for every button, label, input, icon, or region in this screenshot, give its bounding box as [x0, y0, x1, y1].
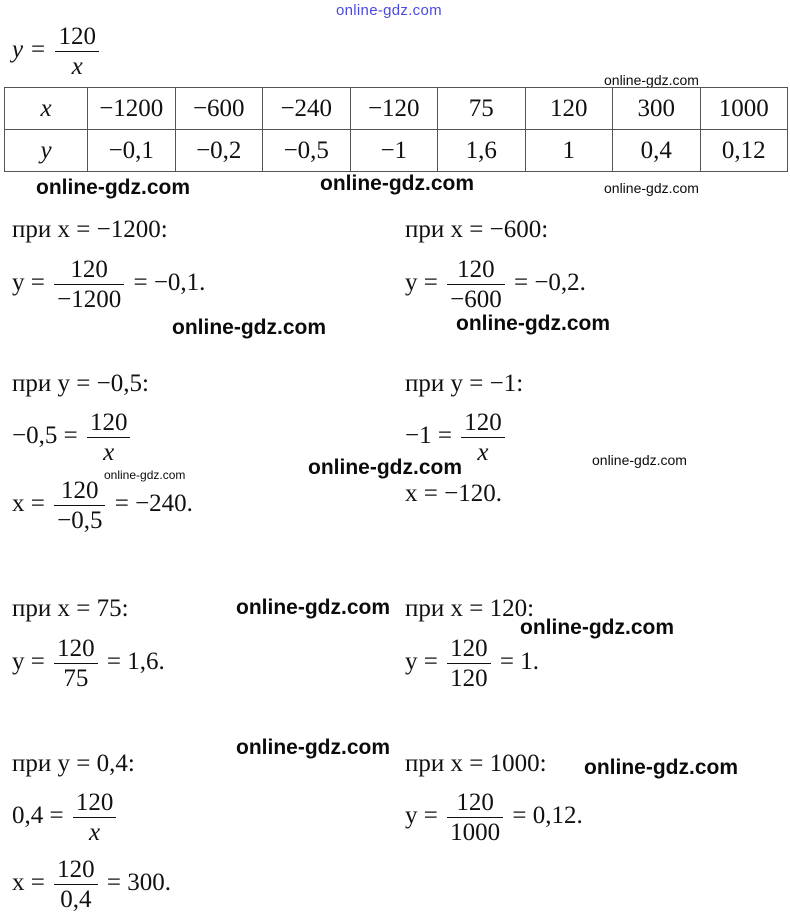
watermark: online-gdz.com: [584, 756, 738, 779]
table-cell: 1,6: [438, 130, 526, 172]
solution-line: [12, 257, 205, 312]
fraction-denominator: −0,5: [54, 505, 105, 533]
watermark: online-gdz.com: [172, 316, 326, 339]
solution-line: [12, 636, 165, 691]
equation-result: = −240.: [114, 490, 193, 518]
table-cell: 1: [525, 130, 613, 172]
table-cell: −0,2: [175, 130, 263, 172]
solution-line: [405, 257, 586, 312]
solution-condition: при y = −0,5:: [12, 370, 149, 397]
table-cell: −240: [263, 88, 351, 130]
table-cell: 300: [613, 88, 701, 130]
equation-lhs: −0,5 =: [12, 422, 78, 450]
fraction-denominator: 75: [54, 663, 98, 691]
watermark-top: online-gdz.com: [336, 2, 442, 19]
equation-result: = 1.: [499, 648, 539, 676]
fraction-denominator: 1000: [447, 817, 503, 845]
watermark: online-gdz.com: [236, 596, 390, 619]
main-formula: [12, 24, 102, 79]
fraction-numerator: 120: [70, 256, 108, 283]
fraction-denominator: x: [73, 817, 117, 845]
watermark: online-gdz.com: [320, 172, 474, 195]
values-table: [4, 87, 788, 172]
equation-lhs: y =: [405, 648, 438, 676]
equation-lhs: −1 =: [405, 422, 452, 450]
formula-fraction: [55, 24, 99, 79]
table-cell: −1200: [88, 88, 176, 130]
table-cell: −1: [350, 130, 438, 172]
table-cell: 75: [438, 88, 526, 130]
fraction-numerator: 120: [89, 409, 128, 436]
equation-fraction: [54, 636, 98, 691]
equation-fraction: [73, 790, 117, 845]
fraction-numerator: 120: [450, 635, 488, 662]
solution-line: [405, 636, 539, 691]
equation-result: = −0,1.: [133, 269, 206, 297]
fraction-numerator: 120: [58, 23, 96, 50]
solution-condition: при x = 1000:: [405, 750, 547, 777]
equation-result: = −0,2.: [513, 269, 586, 297]
watermark: online-gdz.com: [604, 72, 699, 88]
equation-fraction: [54, 857, 98, 912]
solution-line: [405, 790, 583, 845]
equation-lhs: y =: [405, 269, 438, 297]
table-cell: 1000: [700, 88, 788, 130]
watermark: online-gdz.com: [236, 736, 390, 759]
fraction-denominator: x: [461, 437, 505, 465]
fraction-numerator: 120: [61, 477, 99, 504]
equation-result: = 0,12.: [512, 802, 583, 830]
solution-line: [12, 478, 193, 533]
fraction-denominator: −1200: [54, 284, 124, 312]
watermark: online-gdz.com: [104, 468, 186, 482]
table-row-y: [5, 130, 788, 172]
table-cell: 0,12: [700, 130, 788, 172]
solution-line: [12, 410, 133, 465]
solution-condition: при x = −1200:: [12, 216, 168, 243]
equation-lhs: y =: [12, 269, 45, 297]
equation-result: = 300.: [106, 869, 171, 897]
solution-condition: при x = 75:: [12, 595, 129, 622]
table-cell: 120: [525, 88, 613, 130]
equation-fraction: [87, 410, 131, 465]
solution-condition: при x = 120:: [405, 595, 535, 622]
fraction-numerator: 120: [75, 789, 114, 816]
watermark: online-gdz.com: [36, 176, 190, 199]
fraction-numerator: 120: [57, 635, 95, 662]
fraction-numerator: 120: [57, 856, 95, 883]
equation-fraction: [447, 636, 491, 691]
equation-lhs: y =: [12, 648, 45, 676]
equation-lhs: 0,4 =: [12, 802, 64, 830]
solution-line: [405, 410, 508, 465]
equation-fraction: [461, 410, 505, 465]
table-header-y: y: [5, 130, 88, 172]
equation-lhs: x =: [12, 869, 45, 897]
watermark: online-gdz.com: [604, 180, 699, 196]
watermark: online-gdz.com: [456, 312, 610, 335]
fraction-denominator: −600: [447, 284, 505, 312]
fraction-denominator: 0,4: [54, 884, 98, 912]
formula-lhs: y =: [12, 36, 47, 64]
equation-fraction: [447, 257, 505, 312]
fraction-denominator: x: [87, 437, 131, 465]
watermark: online-gdz.com: [520, 616, 674, 639]
solution-line: [12, 790, 119, 845]
table-header-x: x: [5, 88, 88, 130]
equation-fraction: [54, 478, 105, 533]
watermark: online-gdz.com: [592, 452, 687, 468]
equation-fraction: [447, 790, 503, 845]
solution-condition: при y = 0,4:: [12, 750, 135, 777]
equation-result: = 1,6.: [106, 648, 165, 676]
fraction-numerator: 120: [464, 409, 502, 436]
fraction-denominator: x: [55, 51, 99, 79]
equation-lhs: x =: [12, 490, 45, 518]
fraction-numerator: 120: [456, 789, 494, 816]
table-cell: 0,4: [613, 130, 701, 172]
watermark: online-gdz.com: [308, 456, 462, 479]
table-cell: −120: [350, 88, 438, 130]
table-cell: −0,5: [263, 130, 351, 172]
solution-condition: при x = −600:: [405, 216, 549, 243]
solution-condition: при y = −1:: [405, 370, 524, 397]
table-cell: −600: [175, 88, 263, 130]
solution-line: x = −120.: [405, 480, 502, 507]
table-cell: −0,1: [88, 130, 176, 172]
solution-line: [12, 857, 171, 912]
table-row-x: [5, 88, 788, 130]
equation-fraction: [54, 257, 124, 312]
equation-lhs: y =: [405, 802, 438, 830]
fraction-denominator: 120: [447, 663, 491, 691]
fraction-numerator: 120: [457, 256, 495, 283]
